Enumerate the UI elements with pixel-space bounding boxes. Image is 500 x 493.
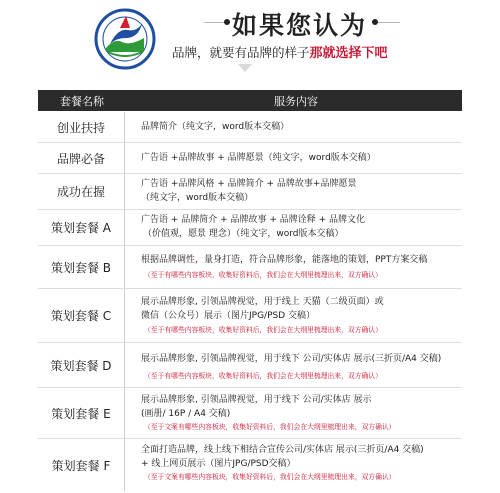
service-line: （价值观，愿景 理念）（纯文字，word版本交稿） [143,229,344,239]
table-row [38,112,462,143]
package-name: 策划套餐 F [38,439,125,491]
service-content [141,213,456,241]
table-row [38,388,462,439]
package-name: 策划套餐 E [38,388,125,438]
table-row [38,343,462,388]
package-name: 品牌必备 [38,143,125,173]
service-line: 展示品牌形象, 引领品牌视觉，用于线下 公司/实体店 展示(三折页/A4 交稿) [141,354,442,364]
title-rule-left [204,22,226,23]
service-content [141,295,456,323]
service-content [141,151,456,165]
service-line: （纯文字，word版本交稿） [141,193,254,203]
page-subtitle [172,42,388,61]
package-name: 策划套餐 D [38,343,125,387]
table-row [38,143,462,174]
service-line: 品牌简介（纯文字，word版本交稿） [141,122,290,132]
table-row [38,246,462,289]
title-dot-left [224,19,230,25]
col-package-header: 套餐名称 [60,95,104,108]
subtitle-highlight: 那就选择下吧 [309,46,388,61]
service-note: （至于有哪些内容板块，收集好资料后，我们会在大纲里梳理出来，双方确认） [144,271,382,279]
service-content [141,393,456,421]
service-note: （至于文案有哪些内容板块，收集好资料后，我们会在大纲里梳理出来，双方确认） [144,473,396,481]
service-line: 展示品牌形象, 引领品牌视觉，用于线上 天猫（二级页面）或 [141,297,384,307]
down-arrow-icon [238,64,252,72]
package-name: 策划套餐 B [38,246,125,288]
service-content [141,120,456,134]
service-note: （至于有哪些内容板块，收集好资料后，我们会在大纲里梳理出来，双方确认） [144,326,382,334]
col-service-header: 服务内容 [274,95,318,108]
service-content [141,443,456,471]
package-name: 创业扶持 [38,112,125,142]
package-name: 策划套餐 A [38,210,125,245]
service-content [141,177,456,205]
service-line: 展示品牌形象, 引领品牌视觉，用于线下 公司/实体店 展示 [141,395,372,405]
table-row [38,439,462,491]
package-name: 策划套餐 C [38,289,125,342]
service-note: （至于文案有哪些内容板块，收集好资料后，我们会在大纲里梳理出来，双方确认） [144,423,396,431]
page-title: 如果您认为 [232,11,368,40]
package-name: 成功在握 [38,174,125,209]
title-rule-right [378,22,400,23]
service-content [141,253,456,267]
service-note: （至于有哪些内容板块，收集好资料后，我们会在大纲里梳理出来，双方确认） [144,372,382,380]
service-content [141,352,456,366]
service-line: + 线上网页展示（图片JPG/PSD交稿） [141,459,296,469]
service-line: (画册/ 16P / A4 交稿) [141,409,231,419]
brand-logo [94,8,156,70]
table-header [38,90,462,111]
service-line: 广告语 +品牌故事 + 品牌愿景（纯文字，word版本交稿） [141,153,376,163]
service-line: 根据品牌调性，量身打造，符合品牌形象，能落地的策划，PPT方案交稿 [141,255,428,265]
subtitle-prefix: 品牌，就要有品牌的样子 [172,45,310,60]
table-row [38,289,462,343]
table-row [38,210,462,246]
table-row [38,174,462,210]
service-line: 广告语 + 品牌简介 + 品牌故事 + 品牌诠释 + 品牌文化 [141,215,366,225]
service-line: 微信（公众号）展示（图片JPG/PSD 交稿） [141,311,316,321]
page-header [0,0,500,88]
service-line: 全面打造品牌，线上线下相结合宣传公司/实体店 展示(三折页/A4 交稿) [141,445,424,455]
service-line: 广告语 +品牌风格 + 品牌简介 + 品牌故事+品牌愿景 [141,179,357,189]
